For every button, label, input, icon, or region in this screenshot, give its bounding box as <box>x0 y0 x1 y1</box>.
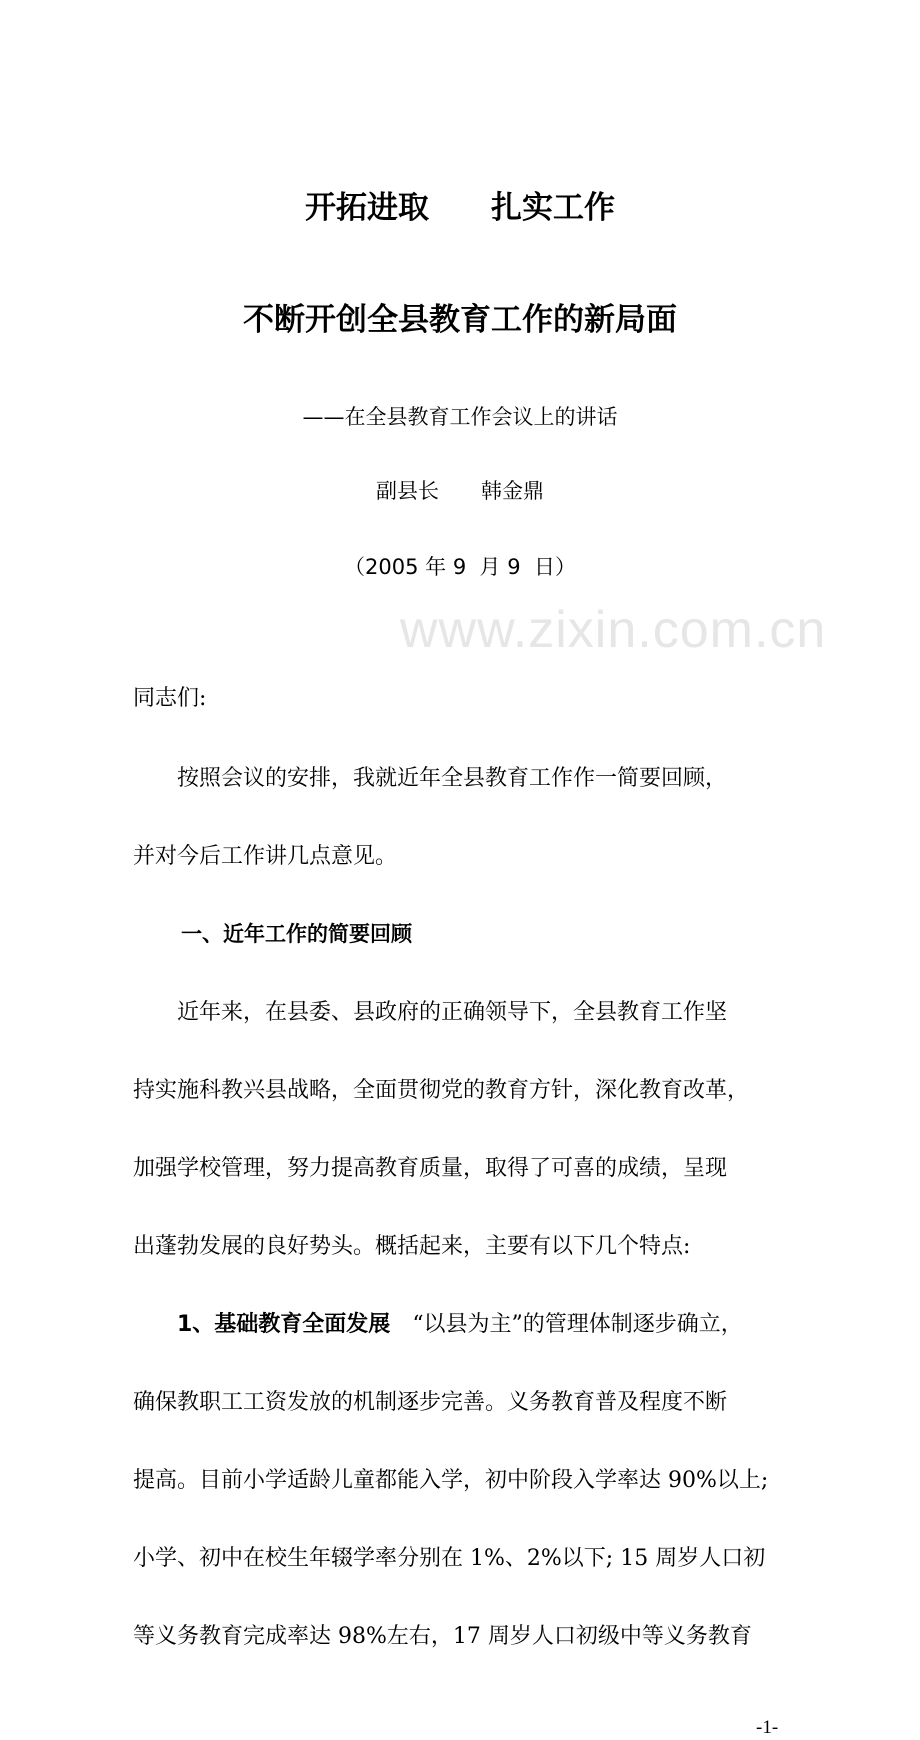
point-1-line-3: 提高。目前小学适龄儿童都能入学，初中阶段入学率达 90%以上; <box>133 1468 769 1493</box>
point-1-text: “以县为主”的管理体制逐步确立， <box>390 1312 743 1337</box>
point-1-heading: 1、基础教育全面发展 <box>133 1312 391 1337</box>
intro-line-1: 按照会议的安排，我就近年全县教育工作作一简要回顾， <box>133 766 728 791</box>
salutation: 同志们: <box>133 686 207 711</box>
speaker: 副县长 韩金鼎 <box>376 479 544 503</box>
review-line-1: 近年来，在县委、县政府的正确领导下，全县教育工作坚 <box>133 1000 728 1025</box>
subtitle: ——在全县教育工作会议上的讲话 <box>302 405 618 429</box>
title-line-2: 不断开创全县教育工作的新局面 <box>243 302 677 338</box>
point-1-line-4: 小学、初中在校生年辍学率分别在 1%、2%以下; 15 周岁人口初 <box>133 1546 766 1571</box>
review-line-4: 出蓬勃发展的良好势头。概括起来，主要有以下几个特点: <box>133 1234 691 1259</box>
page-number: -1- <box>756 1717 779 1738</box>
date: （2005 年 9 月 9 日） <box>344 555 576 579</box>
point-1-line-2: 确保教职工工资发放的机制逐步完善。义务教育普及程度不断 <box>133 1390 728 1415</box>
review-line-2: 持实施科教兴县战略，全面贯彻党的教育方针，深化教育改革， <box>133 1078 750 1103</box>
title-line-1: 开拓进取 扎实工作 <box>305 190 615 226</box>
review-line-3: 加强学校管理，努力提高教育质量，取得了可喜的成绩，呈现 <box>133 1156 728 1181</box>
intro-line-2: 并对今后工作讲几点意见。 <box>133 844 398 869</box>
point-1-line-5: 等义务教育完成率达 98%左右，17 周岁人口初级中等义务教育 <box>133 1624 752 1649</box>
watermark: www.zixin.com.cn <box>400 601 827 659</box>
section-heading-1: 一、近年工作的简要回顾 <box>181 922 412 946</box>
point-1-line-1 <box>133 1310 813 1340</box>
